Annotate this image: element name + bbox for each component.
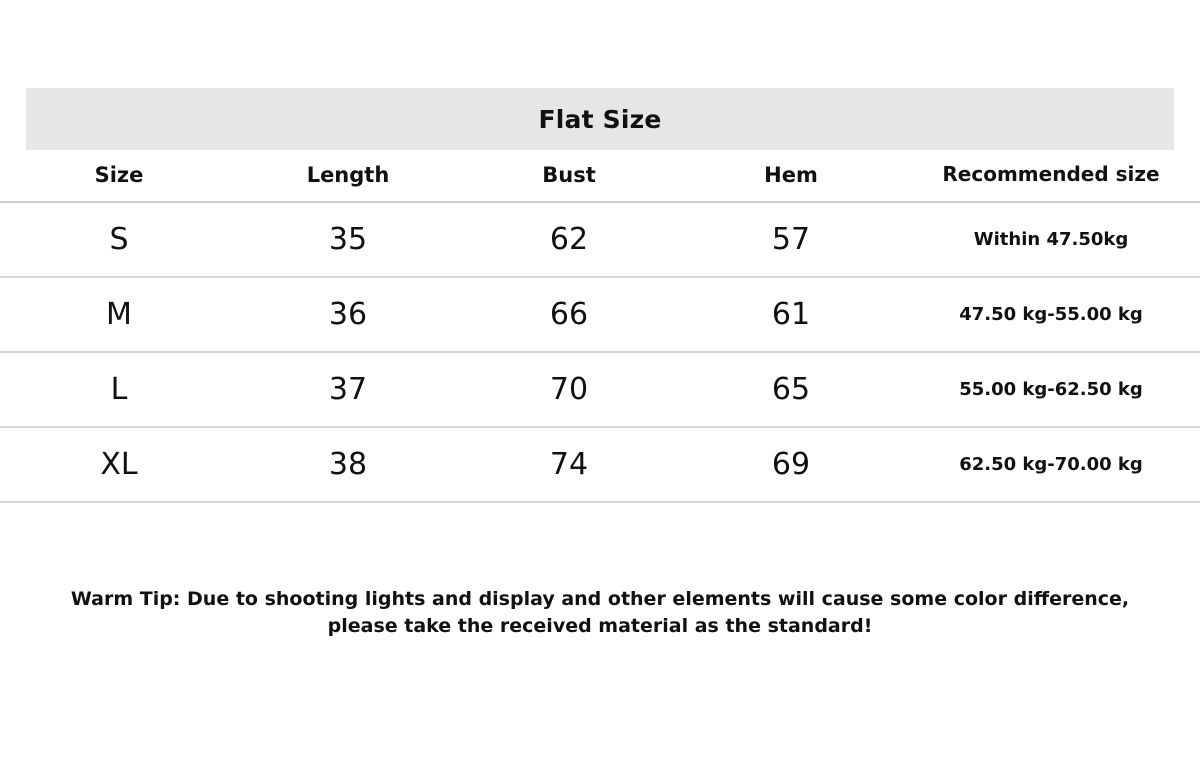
size-chart [0,88,1200,503]
column-header-length: Length [238,150,458,202]
cell-size: L [0,352,238,427]
cell-length: 35 [238,202,458,277]
cell-length: 38 [238,427,458,502]
table-header-row [0,150,1200,202]
column-header-hem: Hem [680,150,902,202]
column-header-recommended-size: Recommended size [902,150,1200,202]
cell-hem: 65 [680,352,902,427]
cell-length: 37 [238,352,458,427]
table-row [0,277,1200,352]
flat-size-banner [26,88,1174,150]
table-row [0,202,1200,277]
table-row [0,427,1200,502]
table-row [0,352,1200,427]
size-table [0,150,1200,503]
size-table-head [0,150,1200,202]
size-table-body [0,202,1200,502]
cell-bust: 66 [458,277,680,352]
cell-length: 36 [238,277,458,352]
flat-size-title: Flat Size [538,104,662,134]
cell-bust: 74 [458,427,680,502]
cell-size: S [0,202,238,277]
column-header-size: Size [0,150,238,202]
cell-hem: 69 [680,427,902,502]
cell-hem: 61 [680,277,902,352]
cell-hem: 57 [680,202,902,277]
warm-tip-text: Warm Tip: Due to shooting lights and display and other elements will cause some color difference, please take the received material as the standard! [70,588,1130,637]
cell-bust: 70 [458,352,680,427]
cell-recommended: 47.50 kg-55.00 kg [902,277,1200,352]
cell-size: M [0,277,238,352]
cell-bust: 62 [458,202,680,277]
cell-size: XL [0,427,238,502]
cell-recommended: 62.50 kg-70.00 kg [902,427,1200,502]
cell-recommended: 55.00 kg-62.50 kg [902,352,1200,427]
column-header-bust: Bust [458,150,680,202]
cell-recommended: Within 47.50kg [902,202,1200,277]
